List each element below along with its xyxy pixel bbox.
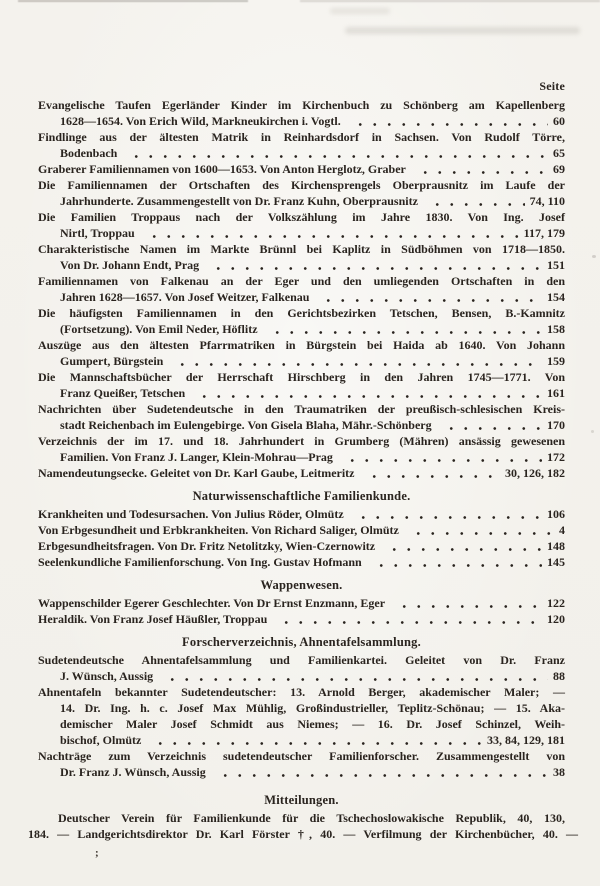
dot-leader	[384, 546, 542, 551]
entry-line: J. Wünsch, Aussig	[60, 669, 154, 683]
entry-line: Verzeichnis der im 17. und 18. Jahrhundert in Grumberg (Mähren) ansässig gewesenen	[38, 434, 565, 448]
entry-line: Von Erbgesundheit und Erbkrankheiten. Von Richard Saliger, Olmütz	[38, 523, 399, 537]
entry-line: Evangelische Taufen Egerländer Kinder im Kirchenbuch zu Schönberg am Kapellenberg	[38, 98, 565, 112]
dot-leader	[126, 153, 548, 158]
toc-entry	[38, 522, 565, 538]
scan-artifact-top-edge	[18, 0, 248, 2]
dot-leader	[267, 329, 542, 334]
dot-leader	[150, 740, 482, 745]
entry-line: Namendeutungsecke. Geleitet von Dr. Karl Gaube, Leitmeritz	[38, 466, 355, 480]
entry-page-number: 159	[547, 354, 565, 368]
entry-line: bischof, Olmütz	[60, 733, 142, 747]
toc-section	[38, 634, 565, 780]
entry-line: Nachträge zum Verzeichnis sudetendeutscher Familienforscher. Zusammengestellt von	[38, 749, 565, 763]
section-heading: Mitteilungen.	[264, 793, 339, 807]
entry-page-number: 117, 179	[523, 226, 565, 240]
entry-line: 1628—1654. Von Erich Wild, Markneukirchen i. Vogtl.	[60, 114, 341, 128]
section-heading: Wappenwesen.	[260, 578, 343, 592]
toc-entry	[38, 506, 565, 522]
entry-page-number: 88	[553, 669, 565, 683]
scan-artifact-speck	[591, 430, 594, 433]
section-heading: Forscherverzeichnis, Ahnentafelsammlung.	[182, 635, 421, 649]
toc-entry	[38, 369, 565, 401]
dot-leader	[394, 603, 542, 608]
toc-entry	[38, 465, 565, 481]
toc-entry	[38, 433, 565, 465]
toc-section	[38, 577, 565, 627]
toc-entry	[38, 209, 565, 241]
entry-page-number: 154	[547, 290, 565, 304]
entry-line: Ahnentafeln bekannter Sudetendeutscher: 13. Arnold Berger, akademischer Maler; —	[38, 685, 565, 699]
entry-line: stadt Reichenbach im Eulengebirge. Von Gisela Blaha, Mähr.-Schönberg	[60, 418, 432, 432]
entry-line: Sudetendeutsche Ahnentafelsammlung und Familienkartei. Geleitet von Dr. Franz	[38, 653, 565, 667]
toc-entry	[38, 684, 565, 748]
entry-page-number: 161	[547, 386, 565, 400]
entry-page-number: 60	[553, 114, 565, 128]
dot-leader	[441, 425, 542, 430]
dot-leader	[350, 121, 548, 126]
toc-entry	[38, 241, 565, 273]
entry-line: demischer Maler Josef Schmidt aus Niemes; — 16. Dr. Josef Schinzel, Weih-	[60, 717, 565, 731]
scan-artifact-speck	[592, 255, 596, 258]
dot-leader	[144, 233, 519, 238]
toc-entry	[38, 611, 565, 627]
entry-line: Von Dr. Johann Endt, Prag	[60, 258, 200, 272]
toc-entry	[38, 97, 565, 129]
entry-line: Charakteristische Namen im Markte Brünnl bei Kaplitz in Südböhmen von 1718—1850.	[38, 242, 565, 256]
dot-leader	[371, 562, 542, 567]
toc-section	[38, 488, 565, 570]
entry-line: Wappenschilder Egerer Geschlechter. Von Dr Ernst Enzmann, Eger	[38, 596, 386, 610]
toc-entry	[38, 337, 565, 369]
entry-line: Dr. Franz J. Wünsch, Aussig	[60, 765, 206, 779]
entry-page-number: 122	[547, 596, 565, 610]
entry-page-number: 74, 110	[529, 194, 565, 208]
entry-page-number: 69	[553, 162, 565, 176]
entry-line: Erbgesundheitsfragen. Von Dr. Fritz Netolitzky, Wien-Czernowitz	[38, 539, 376, 553]
paragraph-line: 184. — Landgerichtsdirektor Dr. Karl Förster †, 40. — Verfilmung der Kirchenbücher, 40. —	[28, 827, 578, 841]
entry-page-number: 4	[559, 523, 565, 537]
dot-leader	[342, 457, 542, 462]
toc-section	[38, 97, 565, 481]
toc-entry	[38, 595, 565, 611]
entry-page-number: 158	[547, 322, 565, 336]
toc-content	[28, 78, 578, 842]
entry-line: Nirtl, Troppau	[60, 226, 135, 240]
toc-entry	[38, 748, 565, 780]
scan-artifact-mark: ;	[95, 847, 99, 859]
toc-entry	[38, 273, 565, 305]
dot-leader	[408, 530, 554, 535]
entry-line: (Fortsetzung). Von Emil Neder, Höflitz	[60, 322, 258, 336]
toc-entry	[38, 401, 565, 433]
entry-line: Gumpert, Bürgstein	[60, 354, 164, 368]
entry-line: Seelenkundliche Familienforschung. Von Ing. Gustav Hofmann	[38, 555, 362, 569]
scan-artifact-top-edge	[300, 0, 600, 2]
entry-line: Bodenbach	[60, 146, 118, 160]
entry-page-number: 30, 126, 182	[505, 466, 565, 480]
entry-line: Krankheiten und Todesursachen. Von Julius Röder, Olmütz	[38, 507, 344, 521]
entry-page-number: 106	[547, 507, 565, 521]
dot-leader	[172, 361, 542, 366]
dot-leader	[162, 676, 548, 681]
dot-leader	[318, 297, 542, 302]
scan-artifact-smudge	[330, 8, 390, 14]
dot-leader	[364, 473, 500, 478]
entry-page-number: 65	[553, 146, 565, 160]
entry-page-number: 170	[547, 418, 565, 432]
entry-line: Die Familien Troppaus nach der Volkszählung im Jahre 1830. Von Ing. Josef	[38, 210, 565, 224]
entry-page-number: 145	[547, 555, 565, 569]
dot-leader	[215, 772, 548, 777]
entry-line: Heraldik. Von Franz Josef Häußler, Troppau	[38, 612, 268, 626]
entry-line: Franz Queißer, Tetschen	[60, 386, 186, 400]
entry-line: Familiennamen von Falkenau an der Eger und den umliegenden Ortschaften in den	[38, 274, 565, 288]
page-column-label: Seite	[539, 79, 565, 93]
entry-line: Die Familiennamen der Ortschaften des Kirchensprengels Oberprausnitz im Laufe der	[38, 178, 565, 192]
entry-page-number: 172	[547, 450, 565, 464]
entry-line: Die Mannschaftsbücher der Herrschaft Hirschberg in den Jahren 1745—1771. Von	[38, 370, 565, 384]
entry-line: Graberer Familiennamen von 1600—1653. Von Anton Herglotz, Graber	[38, 162, 406, 176]
entry-line: Jahren 1628—1657. Von Josef Weitzer, Falkenau	[60, 290, 310, 304]
dot-leader	[208, 265, 542, 270]
dot-leader	[276, 619, 542, 624]
entry-page-number: 38	[553, 765, 565, 779]
dot-leader	[353, 514, 542, 519]
dot-leader	[194, 393, 542, 398]
toc-entry	[38, 652, 565, 684]
entry-page-number: 148	[547, 539, 565, 553]
dot-leader	[427, 201, 525, 206]
entry-page-number: 151	[547, 258, 565, 272]
entry-line: Jahrhunderte. Zusammengestellt von Dr. Franz Kuhn, Oberprausnitz	[60, 194, 418, 208]
entry-line: Familien. Von Franz J. Langer, Klein-Mohrau—Prag	[60, 450, 333, 464]
toc-entry	[38, 129, 565, 161]
entry-page-number: 120	[547, 612, 565, 626]
entry-line: Die häufigsten Familiennamen in den Gerichtsbezirken Tetschen, Bensen, B.-Kamnitz	[38, 306, 565, 320]
entry-line: Auszüge aus den ältesten Pfarrmatriken in Bürgstein bei Haida ab 1640. Von Johann	[38, 338, 565, 352]
toc-entry	[38, 538, 565, 554]
entry-page-number: 33, 84, 129, 181	[487, 733, 565, 747]
paragraph-line: Deutscher Verein für Familienkunde für die Tschechoslowakische Republik, 40, 130,	[58, 811, 565, 825]
toc-section	[28, 792, 578, 842]
entry-line: Nachrichten über Sudetendeutsche in den Traumatriken der preußisch-schlesischen Kreis-	[38, 402, 565, 416]
entry-line: Findlinge aus der ältesten Matrik in Reinhardsdorf in Sachsen. Von Rudolf Törre,	[38, 130, 565, 144]
dot-leader	[415, 169, 548, 174]
section-heading: Naturwissenschaftliche Familienkunde.	[192, 489, 411, 503]
scan-artifact-smudge	[345, 27, 580, 34]
entry-line: 14. Dr. Ing. h. c. Josef Max Mühlig, Großindustrieller, Teplitz-Schönau; — 15. Aka-	[60, 701, 565, 715]
toc-entry	[38, 177, 565, 209]
toc-entry	[38, 161, 565, 177]
toc-entry	[38, 305, 565, 337]
toc-entry	[38, 554, 565, 570]
